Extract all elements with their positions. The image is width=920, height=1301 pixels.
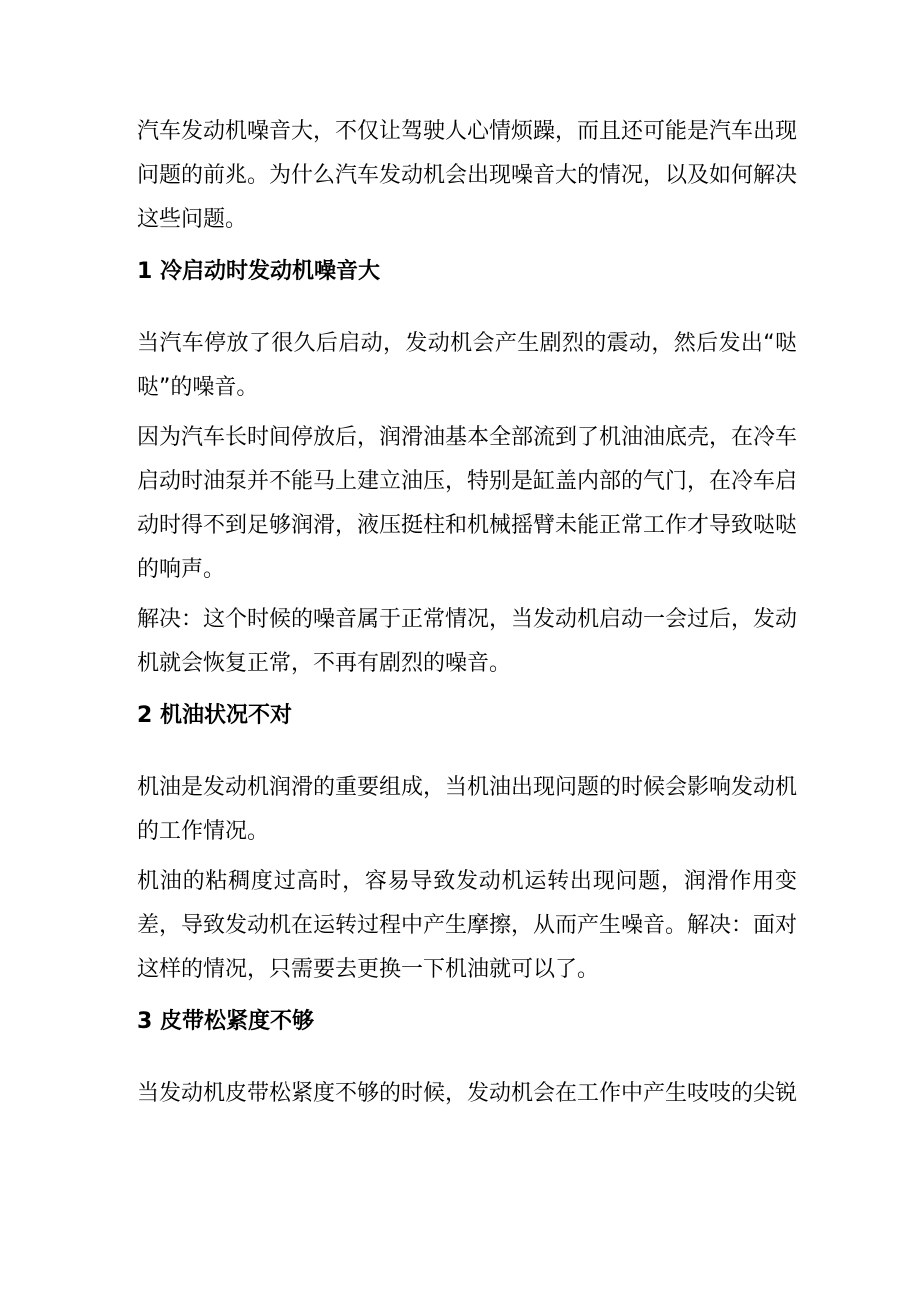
section-3-paragraph-1: 当发动机皮带松紧度不够的时候，发动机会在工作中产生吱吱的尖锐 — [137, 1081, 798, 1106]
section-2-paragraph-1: 机油是发动机润滑的重要组成，当机油出现问题的时候会影响发动机的工作情况。 — [137, 775, 798, 844]
document-body — [137, 110, 797, 1122]
section-1-paragraph-2: 因为汽车长时间停放后，润滑油基本全部流到了机油油底壳，在冷车启动时油泵并不能马上建立油压，特别是缸盖内部的气门，在冷车启动时得不到足够润滑，液压挺柱和机械摇臂未能正常工作才导致哒哒的响声。 — [137, 425, 798, 582]
intro-paragraph: 汽车发动机噪音大，不仅让驾驶人心情烦躁，而且还可能是汽车出现问题的前兆。为什么汽车发动机会出现噪音大的情况，以及如何解决这些问题。 — [137, 119, 798, 232]
section-1-heading: 1 冷启动时发动机噪音大 — [137, 259, 380, 284]
section-3-heading: 3 皮带松紧度不够 — [137, 1009, 314, 1034]
section-1-paragraph-1: 当汽车停放了很久后启动，发动机会产生剧烈的震动，然后发出“哒哒”的噪音。 — [137, 331, 797, 400]
section-2-heading: 2 机油状况不对 — [137, 703, 292, 728]
section-1-paragraph-3: 解决：这个时候的噪音属于正常情况，当发动机启动一会过后，发动机就会恢复正常，不再有剧烈的噪音。 — [137, 607, 798, 676]
section-2-paragraph-2: 机油的粘稠度过高时，容易导致发动机运转出现问题，润滑作用变差，导致发动机在运转过程中产生摩擦，从而产生噪音。解决：面对这样的情况，只需要去更换一下机油就可以了。 — [137, 869, 798, 982]
